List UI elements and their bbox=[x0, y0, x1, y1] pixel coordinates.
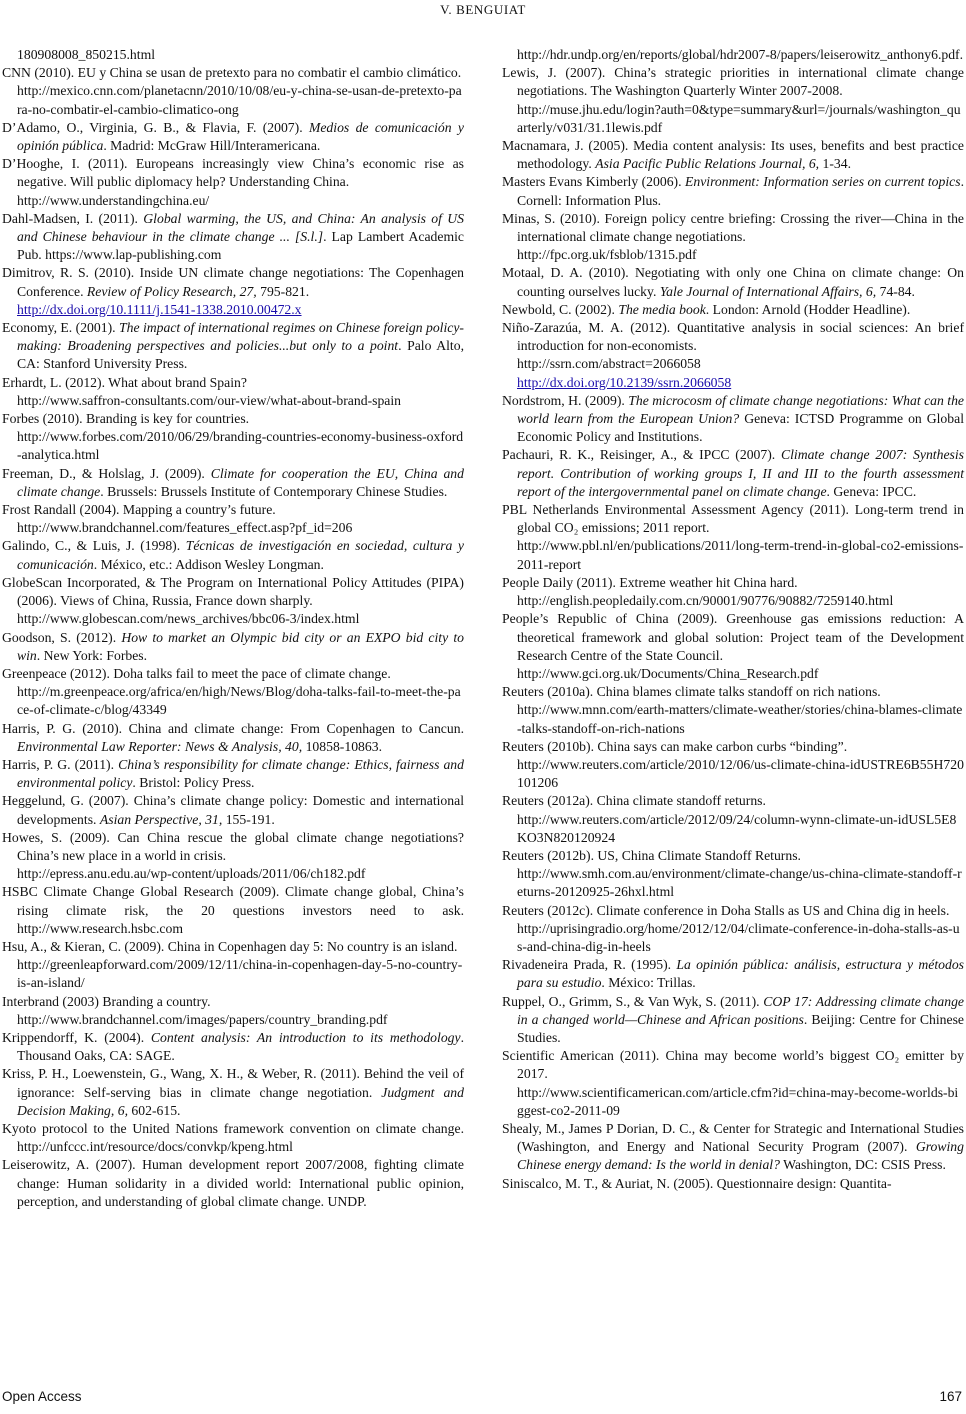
reference-text: HSBC Climate Change Global Research (2009). Climate change global, China’s rising climate risk, the 20 questions investors need to ask. http://www.research.hsbc.com bbox=[2, 884, 464, 936]
reference-entry bbox=[502, 264, 964, 300]
reference-entry bbox=[502, 1120, 964, 1175]
reference-url: http://epress.anu.edu.au/wp-content/uploads/2011/06/ch182.pdf bbox=[17, 866, 366, 882]
reference-title: The media book bbox=[618, 301, 706, 317]
reference-entry bbox=[2, 465, 464, 501]
reference-entry bbox=[502, 847, 964, 902]
reference-doi-link[interactable]: http://dx.doi.org/10.1111/j.1541-1338.2010.00472.x bbox=[17, 301, 302, 317]
reference-entry bbox=[502, 574, 964, 610]
reference-entry bbox=[502, 301, 964, 319]
reference-entry bbox=[2, 1120, 464, 1156]
reference-text: Freeman, D., & Holslag, J. (2009). bbox=[2, 465, 211, 481]
reference-text: Forbes (2010). Branding is key for countries. bbox=[2, 411, 250, 427]
references-right-column bbox=[502, 46, 964, 1193]
reference-text: Motaal, D. A. (2010). Negotiating with only one China on climate change: On counting ourselves lucky. bbox=[502, 265, 964, 299]
reference-url: http://www.brandchannel.com/features_effect.asp?pf_id=206 bbox=[17, 520, 353, 536]
reference-url: http://www.scientificamerican.com/article.cfm?id=china-may-become-worlds-biggest-co2-2011-09 bbox=[517, 1084, 959, 1118]
reference-publication: . Brussels: Brussels Institute of Contemporary Chinese Studies. bbox=[100, 483, 448, 499]
reference-title: Environmental Law Reporter: News & Analysis, 40, bbox=[17, 738, 303, 754]
reference-publication: . México: Trillas. bbox=[601, 975, 696, 991]
reference-text: Greenpeace (2012). Doha talks fail to meet the pace of climate change. bbox=[2, 665, 391, 681]
reference-entry bbox=[502, 46, 964, 64]
reference-entry bbox=[502, 792, 964, 847]
reference-text: Scientific American (2011). China may become world’s biggest CO₂ emitter by 2017. bbox=[502, 1048, 964, 1082]
reference-publication: . New York: Forbes. bbox=[36, 647, 148, 663]
reference-entry bbox=[2, 46, 464, 64]
reference-title: Yale Journal of International Affairs, 6, bbox=[659, 283, 877, 299]
reference-publication: 1-34. bbox=[819, 156, 852, 172]
reference-title: Técnicas de investigación en sociedad, cultura y comunicación bbox=[17, 538, 465, 572]
reference-entry bbox=[2, 938, 464, 993]
reference-url: http://www.understandingchina.eu/ bbox=[17, 192, 210, 208]
reference-title: La opinión pública: análisis, estructura y métodos para su estudio bbox=[517, 957, 964, 991]
reference-entry bbox=[502, 683, 964, 738]
reference-url: http://greenleapforward.com/2009/12/11/china-in-copenhagen-day-5-no-country-is-an-island/ bbox=[17, 957, 463, 991]
reference-entry bbox=[502, 173, 964, 209]
reference-text: Frost Randall (2004). Mapping a country’s future. bbox=[2, 502, 276, 518]
reference-url: http://www.mnn.com/earth-matters/climate-weather/stories/china-blames-climate-talks-standoff-on-rich-nations bbox=[517, 702, 963, 736]
reference-text: Leiserowitz, A. (2007). Human development report 2007/2008, fighting climate change: Human solidarity in a divided world: International public opinion, perception, and understanding of global climate change. UNDP. bbox=[2, 1157, 464, 1209]
reference-text: Reuters (2010a). China blames climate talks standoff on rich nations. bbox=[502, 684, 881, 700]
reference-text: Lewis, J. (2007). China’s strategic priorities in international climate change negotiations. The Washington Quarterly Winter 2007-2008. bbox=[502, 65, 964, 99]
reference-text: Kriss, P. H., Loewenstein, G., Wang, X. H., & Weber, R. (2011). Behind the veil of ignorance: Self-serving bias in climate change negotiation. bbox=[2, 1066, 464, 1100]
reference-entry bbox=[502, 501, 964, 574]
running-header bbox=[0, 2, 966, 18]
reference-text: Hsu, A., & Kieran, C. (2009). China in Copenhagen day 5: No country is an island. bbox=[2, 938, 458, 954]
reference-publication: 10858-10863. bbox=[302, 738, 382, 754]
reference-text: http://hdr.undp.org/en/reports/global/hdr2007-8/papers/leiserowitz_anthony6.pdf. bbox=[517, 47, 964, 62]
reference-url: http://www.smh.com.au/environment/climate-change/us-china-climate-standoff-returns-20120925-26hxl.html bbox=[517, 866, 962, 900]
reference-entry bbox=[2, 574, 464, 629]
reference-text: Harris, P. G. (2011). bbox=[2, 756, 119, 772]
reference-publication: . Thousand Oaks, CA: SAGE. bbox=[17, 1029, 464, 1064]
reference-text: Reuters (2012a). China climate standoff returns. bbox=[502, 793, 766, 809]
reference-text: CNN (2010). EU y China se usan de pretexto para no combatir el cambio climático. bbox=[2, 65, 462, 81]
reference-text: Erhardt, L. (2012). What about brand Spain? bbox=[2, 374, 247, 390]
reference-url: http://www.reuters.com/article/2010/12/06/us-climate-china-idUSTRE6B55H720101206 bbox=[517, 756, 964, 791]
reference-title: Review of Policy Research, 27, bbox=[86, 283, 257, 299]
reference-text: Kyoto protocol to the United Nations framework convention on climate change. http://unfccc.int/resource/docs/convkp/kpeng.html bbox=[2, 1120, 464, 1155]
reference-entry bbox=[502, 993, 964, 1048]
reference-publication: . London: Arnold (Hodder Headline). bbox=[705, 301, 911, 317]
reference-entry bbox=[2, 264, 464, 319]
reference-title: COP 17: Addressing climate change in a changed world—Chinese and African positions bbox=[517, 993, 965, 1027]
reference-title: The impact of international regimes on Chinese foreign policy-making: Broadening perspectives and policies...but only to a point bbox=[17, 320, 464, 354]
reference-entry bbox=[502, 392, 964, 447]
reference-title: Climate for cooperation the EU, China and climate change bbox=[17, 465, 464, 499]
reference-url: http://uprisingradio.org/home/2012/12/04/climate-conference-in-doha-stalls-as-us-and-china-dig-in-heels bbox=[517, 920, 960, 954]
reference-text: Siniscalco, M. T., & Auriat, N. (2005). Questionnaire design: Quantita- bbox=[502, 1175, 892, 1191]
reference-title: Environment: Information series on current topics bbox=[685, 174, 961, 190]
reference-url: http://www.saffron-consultants.com/our-view/what-about-brand-spain bbox=[17, 392, 402, 408]
reference-text: PBL Netherlands Environmental Assessment Agency (2011). Long-term trend in global CO₂ emissions; 2011 report. bbox=[502, 502, 964, 536]
reference-text: Harris, P. G. (2010). China and climate change: From Copenhagen to Cancun. bbox=[2, 720, 464, 736]
reference-text: Galindo, C., & Luis, J. (1998). bbox=[2, 538, 186, 554]
reference-entry bbox=[502, 1047, 964, 1120]
reference-text: Ruppel, O., Grimm, S., & Van Wyk, S. (2011). bbox=[502, 993, 764, 1009]
reference-entry bbox=[2, 883, 464, 938]
reference-entry bbox=[2, 155, 464, 210]
reference-publication: . Beijing: Centre for Chinese Studies. bbox=[517, 1011, 964, 1045]
reference-entry bbox=[502, 137, 964, 173]
reference-entry bbox=[2, 993, 464, 1029]
reference-entry bbox=[502, 319, 964, 392]
reference-url: http://www.forbes.com/2010/06/29/branding-countries-economy-business-oxford-analytica.html bbox=[17, 429, 464, 463]
reference-text: Masters Evans Kimberly (2006). bbox=[502, 174, 686, 190]
reference-entry bbox=[2, 410, 464, 465]
reference-text: GlobeScan Incorporated, & The Program on International Policy Attitudes (PIPA) (2006). Views of China, Russia, France down sharply. bbox=[2, 574, 464, 609]
reference-title: Climate change 2007: Synthesis report. Contribution of working groups I, II and III to the fourth assessment report of the intergovernmental panel on climate change bbox=[517, 447, 964, 499]
reference-text: Dimitrov, R. S. (2010). Inside UN climate change negotiations: The Copenhagen Conference. bbox=[2, 265, 464, 299]
reference-doi-link[interactable]: http://dx.doi.org/10.2139/ssrn.2066058 bbox=[517, 374, 732, 390]
reference-publication: Washington, DC: CSIS Press. bbox=[779, 1157, 946, 1173]
reference-text: People’s Republic of China (2009). Greenhouse gas emissions reduction: A theoretical framework and global solution: Project team of the Development Research Centre of the State Council. bbox=[502, 611, 964, 663]
reference-text: Reuters (2010b). China says can make carbon curbs “binding”. bbox=[502, 738, 848, 754]
reference-text: Niño-Zarazúa, M. A. (2012). Quantitative analysis in social sciences: An brief introduction for non-economists. bbox=[502, 320, 964, 354]
reference-entry bbox=[2, 829, 464, 884]
reference-title: Medios de comunicación y opinión pública bbox=[17, 119, 464, 154]
reference-url: http://mexico.cnn.com/planetacnn/2010/10/08/eu-y-china-se-usan-de-pretexto-para-no-combatir-el-cambio-climatico-ong bbox=[17, 83, 462, 117]
reference-entry bbox=[2, 64, 464, 119]
reference-publication: . Cornell: Information Plus. bbox=[517, 174, 964, 208]
reference-entry bbox=[2, 720, 464, 756]
reference-text: Krippendorff, K. (2004). bbox=[2, 1029, 151, 1045]
reference-publication: 795-821. bbox=[256, 283, 310, 299]
running-title: V. BENGUIAT bbox=[440, 2, 526, 17]
reference-url: http://www.reuters.com/article/2012/09/24/column-wynn-climate-un-idUSL5E8KO3N820120924 bbox=[517, 811, 957, 845]
reference-url: http://www.pbl.nl/en/publications/2011/long-term-trend-in-global-co2-emissions-2011-report bbox=[517, 538, 964, 572]
reference-publication: . México, etc.: Addison Wesley Longman. bbox=[93, 556, 324, 572]
reference-text: People Daily (2011). Extreme weather hit China hard. bbox=[502, 574, 798, 590]
reference-entry bbox=[2, 1029, 464, 1065]
reference-text: Macnamara, J. (2005). Media content analysis: Its uses, benefits and best practice methodology. bbox=[502, 138, 964, 172]
reference-text: Rivadeneira Prada, R. (1995). bbox=[502, 957, 677, 973]
reference-text: Reuters (2012c). Climate conference in Doha Stalls as US and China dig in heels. bbox=[502, 902, 950, 918]
reference-text: Goodson, S. (2012). bbox=[2, 629, 122, 645]
reference-publication: Geneva: ICTSD Programme on Global Economic Policy and Institutions. bbox=[517, 411, 964, 445]
reference-text: Economy, E. (2001). bbox=[2, 320, 119, 336]
reference-publication: . Bristol: Policy Press. bbox=[132, 775, 255, 791]
references-left-column bbox=[2, 46, 464, 1211]
reference-text: D’Adamo, O., Virginia, G. B., & Flavia, F. (2007). bbox=[2, 119, 309, 135]
reference-entry bbox=[2, 1156, 464, 1211]
reference-text: Newbold, C. (2002). bbox=[502, 301, 619, 317]
reference-title: Asian Perspective, 31, bbox=[99, 811, 223, 827]
reference-entry bbox=[502, 210, 964, 265]
reference-entry bbox=[502, 446, 964, 501]
reference-url: http://ssrn.com/abstract=2066058 bbox=[517, 356, 701, 372]
reference-publication: . Geneva: IPCC. bbox=[826, 483, 917, 499]
reference-entry bbox=[2, 792, 464, 828]
reference-text: Dahl-Madsen, I. (2011). bbox=[2, 210, 144, 226]
reference-entry bbox=[502, 1175, 964, 1193]
reference-entry bbox=[502, 610, 964, 683]
reference-entry bbox=[502, 64, 964, 137]
reference-entry bbox=[502, 738, 964, 793]
reference-publication: . Lap Lambert Academic Pub. https://www.lap-publishing.com bbox=[17, 229, 464, 263]
reference-publication: . Madrid: McGraw Hill/Interamericana. bbox=[103, 138, 321, 154]
reference-url: http://www.globescan.com/news_archives/bbc06-3/index.html bbox=[17, 611, 360, 627]
reference-entry bbox=[502, 956, 964, 992]
reference-text: Interbrand (2003) Branding a country. bbox=[2, 993, 211, 1009]
reference-title: Growing Chinese energy demand: Is the world in denial? bbox=[517, 1139, 964, 1173]
reference-entry bbox=[2, 756, 464, 792]
reference-url: http://english.peopledaily.com.cn/90001/90776/90882/7259140.html bbox=[517, 593, 894, 609]
reference-entry bbox=[2, 537, 464, 573]
reference-entry bbox=[502, 902, 964, 957]
reference-entry bbox=[2, 501, 464, 537]
reference-text: Nordstrom, H. (2009). bbox=[502, 392, 629, 408]
reference-url: http://m.greenpeace.org/africa/en/high/News/Blog/doha-talks-fail-to-meet-the-pace-of-climate-c/blog/43349 bbox=[17, 684, 461, 718]
reference-publication: . Palo Alto, CA: Stanford University Press. bbox=[17, 338, 464, 372]
reference-url: http://www.brandchannel.com/images/papers/country_branding.pdf bbox=[17, 1011, 388, 1027]
reference-title: Global warming, the US, and China: An analysis of US and Chinese behaviour in the climate change ... [S.l.] bbox=[17, 210, 464, 245]
reference-entry bbox=[2, 319, 464, 374]
reference-entry bbox=[2, 1065, 464, 1120]
reference-url: http://muse.jhu.edu/login?auth=0&type=summary&url=/journals/washington_quarterly/v031/31.1lewis.pdf bbox=[517, 101, 961, 135]
reference-title: Content analysis: An introduction to its methodology bbox=[150, 1029, 461, 1045]
reference-text: Minas, S. (2010). Foreign policy centre briefing: Crossing the river—China in the international climate change negotiations. bbox=[502, 210, 964, 245]
reference-text: D’Hooghe, I. (2011). Europeans increasingly view China’s economic rise as negative. Will public diplomacy help? Understanding China. bbox=[2, 156, 464, 190]
reference-url: http://www.gci.org.uk/Documents/China_Research.pdf bbox=[517, 665, 819, 681]
reference-entry bbox=[2, 210, 464, 265]
reference-text: Shealy, M., James P Dorian, D. C., & Center for Strategic and International Studies (Washington, and Energy and National Security Program (2007). bbox=[502, 1120, 964, 1155]
reference-title: Judgment and Decision Making, 6, bbox=[17, 1084, 464, 1118]
reference-title: Asia Pacific Public Relations Journal, 6, bbox=[595, 156, 820, 172]
reference-text: Pachauri, R. K., Reisinger, A., & IPCC (2007). bbox=[502, 447, 781, 463]
reference-publication: 155-191. bbox=[222, 811, 275, 827]
reference-publication: 602-615. bbox=[128, 1102, 181, 1118]
footer-open-access: Open Access bbox=[2, 1389, 82, 1404]
reference-text: Heggelund, G. (2007). China’s climate change policy: Domestic and international developments. bbox=[2, 793, 464, 827]
reference-entry bbox=[2, 374, 464, 410]
reference-title: How to market an Olympic bid city or an EXPO bid city to win bbox=[17, 629, 464, 663]
reference-entry bbox=[2, 665, 464, 720]
reference-entry bbox=[2, 119, 464, 155]
reference-title: The microcosm of climate change negotiations: What can the world learn from the European Union? bbox=[517, 392, 965, 427]
reference-text: Howes, S. (2009). Can China rescue the global climate change negotiations? China’s new place in a world in crisis. bbox=[2, 829, 464, 863]
reference-text: 180908008_850215.html bbox=[17, 47, 156, 62]
reference-text: Reuters (2012b). US, China Climate Standoff Returns. bbox=[502, 847, 801, 863]
page-number: 167 bbox=[939, 1389, 962, 1404]
reference-entry bbox=[2, 629, 464, 665]
reference-url: http://fpc.org.uk/fsblob/1315.pdf bbox=[517, 247, 697, 263]
reference-title: China’s responsibility for climate change: Ethics, fairness and environmental policy bbox=[17, 756, 464, 791]
reference-publication: 74-84. bbox=[876, 283, 915, 299]
